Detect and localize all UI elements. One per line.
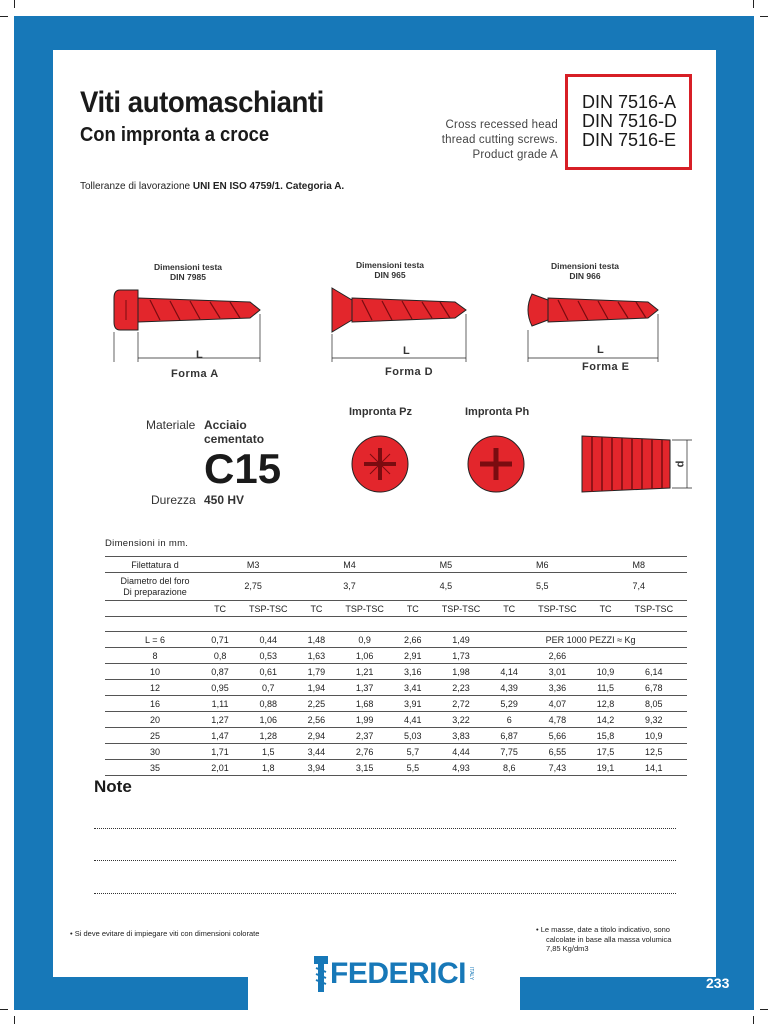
head-din: DIN 7985	[170, 272, 206, 282]
head-dimension-title: Dimensioni testa	[355, 260, 425, 270]
length-cell: 12	[105, 680, 205, 696]
mass-cell: 1,11	[205, 696, 235, 712]
thread-size: M8	[591, 557, 688, 573]
mass-cell: 11,5	[591, 680, 621, 696]
hole-label-line: Diametro del foro	[120, 575, 190, 586]
mass-cell: 0,71	[205, 632, 235, 648]
head-type: TSP-TSC	[235, 601, 301, 617]
mass-cell: 19,1	[591, 760, 621, 776]
table-row	[105, 664, 687, 680]
head-din: DIN 965	[374, 270, 406, 280]
note-line[interactable]	[94, 828, 676, 829]
forma-a-label: Forma A	[171, 368, 219, 380]
mass-cell: 0,53	[235, 648, 301, 664]
mass-cell: 14,2	[591, 712, 621, 728]
head-type: TSP-TSC	[332, 601, 398, 617]
mass-cell: 1,73	[428, 648, 494, 664]
footnote-right	[536, 925, 671, 954]
tolerances-standard: UNI EN ISO 4759/1. Categoria A.	[192, 181, 345, 192]
mass-cell: 3,22	[428, 712, 494, 728]
crop-mark	[753, 1016, 754, 1024]
mass-cell: 6,78	[621, 680, 687, 696]
crop-mark	[14, 1016, 15, 1024]
head-type: TSP-TSC	[621, 601, 687, 617]
material-value-line: Acciaio	[204, 418, 247, 432]
table-row	[105, 680, 687, 696]
mass-cell: 1,98	[428, 664, 494, 680]
mass-cell: 1,48	[301, 632, 331, 648]
mass-cell: 1,68	[332, 696, 398, 712]
steel-grade: C15	[204, 445, 282, 492]
mass-cell: 1,21	[332, 664, 398, 680]
mass-cell: 17,5	[591, 744, 621, 760]
head-type: TSP-TSC	[524, 601, 590, 617]
mass-cell: 0,8	[205, 648, 235, 664]
mass-cell: 0,87	[205, 664, 235, 680]
mass-cell: 12,8	[591, 696, 621, 712]
mass-cell: 4,44	[428, 744, 494, 760]
recess-drawings	[350, 430, 700, 500]
mass-cell: 2,66	[524, 648, 590, 664]
mass-cell: 1,06	[332, 648, 398, 664]
hole-diameter: 3,7	[301, 573, 397, 601]
phillips-recess-icon	[468, 436, 524, 492]
hardness-value: 450 HV	[204, 493, 245, 507]
crop-mark	[760, 1009, 768, 1010]
mass-cell: 2,01	[205, 760, 235, 776]
length-label: L	[597, 344, 605, 356]
mass-cell: 8,6	[494, 760, 524, 776]
length-cell: 16	[105, 696, 205, 712]
mass-cell: 8,05	[621, 696, 687, 712]
dimensions-table	[105, 556, 687, 776]
diameter-label: d	[674, 460, 687, 468]
mass-cell: 1,8	[235, 760, 301, 776]
note-line[interactable]	[94, 893, 676, 894]
crop-mark	[0, 16, 8, 17]
mass-cell: 0,95	[205, 680, 235, 696]
mass-cell: 2,56	[301, 712, 331, 728]
thread-size: M4	[301, 557, 397, 573]
mass-cell: 12,5	[621, 744, 687, 760]
head-type: TC	[591, 601, 621, 617]
mass-cell: 10,9	[591, 664, 621, 680]
mass-cell: 1,71	[205, 744, 235, 760]
screw-forma-e	[528, 294, 658, 362]
thread-label: Filettatura d	[105, 557, 205, 573]
hole-row	[105, 573, 687, 601]
mass-cell: 7,43	[524, 760, 590, 776]
length-cell: 20	[105, 712, 205, 728]
thread-size: M3	[205, 557, 301, 573]
footnote-right-line: • Le masse, date a titolo indicativo, sono	[536, 925, 670, 934]
crop-mark	[0, 1009, 8, 1010]
mass-cell	[494, 648, 524, 664]
mass-cell: 2,37	[332, 728, 398, 744]
head-din: DIN 966	[569, 271, 601, 281]
thread-size: M5	[398, 557, 494, 573]
footnote-left-text: Si deve evitare di impiegare viti con dimensioni colorate	[74, 929, 260, 938]
table-row	[105, 712, 687, 728]
tolerances-prefix: Tolleranze di lavorazione	[80, 181, 193, 192]
table-row	[105, 648, 687, 664]
mass-cell: 6,14	[621, 664, 687, 680]
mass-cell: 3,36	[524, 680, 590, 696]
mass-cell: 1,94	[301, 680, 331, 696]
mass-cell: 1,99	[332, 712, 398, 728]
mass-cell: 14,1	[621, 760, 687, 776]
length-cell: 10	[105, 664, 205, 680]
head-dimension-label	[345, 260, 435, 280]
mass-cell: 1,47	[205, 728, 235, 744]
en-desc-line: Product grade A	[472, 149, 558, 161]
page-subtitle: Con impronta a croce	[80, 124, 270, 146]
material-label: Materiale	[146, 418, 196, 432]
hole-diameter: 7,4	[591, 573, 688, 601]
mass-cell: 6,55	[524, 744, 590, 760]
head-type: TC	[494, 601, 524, 617]
material-value-line: cementato	[204, 432, 265, 446]
din-standard: DIN 7516-D	[582, 111, 678, 131]
footnote-left: • Si deve evitare di impiegare viti con dimensioni colorate	[70, 929, 260, 938]
impronta-pz-label: Impronta Pz	[349, 406, 412, 418]
mass-cell: 3,44	[301, 744, 331, 760]
mass-cell: 5,5	[398, 760, 428, 776]
screw-forma-a	[114, 290, 260, 362]
mass-cell: 4,41	[398, 712, 428, 728]
spacer-row	[105, 617, 687, 632]
head-type: TC	[205, 601, 235, 617]
table-row	[105, 696, 687, 712]
head-type-row	[105, 601, 687, 617]
mass-cell: 6,87	[494, 728, 524, 744]
mass-cell: 1,27	[205, 712, 235, 728]
mass-cell: 1,5	[235, 744, 301, 760]
head-dimension-title: Dimensioni testa	[153, 262, 223, 272]
mass-cell	[621, 648, 687, 664]
mass-cell: 0,44	[235, 632, 301, 648]
crop-mark	[753, 0, 754, 8]
mass-cell: 1,49	[428, 632, 494, 648]
table-row	[105, 728, 687, 744]
mass-unit-note: PER 1000 PEZZI ≈ Kg	[494, 632, 687, 648]
hole-label-line: Di preparazione	[123, 586, 187, 597]
mass-cell: 2,66	[398, 632, 428, 648]
footnote-right-text: Le masse, date a titolo indicativo, sono	[540, 925, 670, 934]
mass-cell: 5,7	[398, 744, 428, 760]
mass-cell: 0,88	[235, 696, 301, 712]
mass-cell: 3,16	[398, 664, 428, 680]
mass-rows	[105, 632, 687, 776]
hardness-label: Durezza	[151, 493, 196, 507]
mass-cell: 9,32	[621, 712, 687, 728]
footnote-right-line	[536, 935, 671, 945]
length-cell: 8	[105, 648, 205, 664]
mass-cell: 1,79	[301, 664, 331, 680]
mass-cell: 3,94	[301, 760, 331, 776]
mass-cell: 2,25	[301, 696, 331, 712]
mass-cell: 4,07	[524, 696, 590, 712]
mass-cell: 0,9	[332, 632, 398, 648]
page-title: Viti automaschianti	[80, 86, 324, 119]
head-dimension-title: Dimensioni testa	[550, 261, 620, 271]
screw-forma-d	[332, 288, 466, 362]
crop-mark	[760, 16, 768, 17]
length-cell: L = 6	[105, 632, 205, 648]
mass-cell: 1,37	[332, 680, 398, 696]
table-row	[105, 632, 687, 648]
mass-cell: 7,75	[494, 744, 524, 760]
din-standard: DIN 7516-E	[582, 130, 677, 150]
material-value	[204, 418, 264, 446]
table-row	[105, 744, 687, 760]
impronta-ph-label: Impronta Ph	[465, 406, 530, 418]
thread-row	[105, 557, 687, 573]
hole-diameter: 4,5	[398, 573, 494, 601]
dimensions-title: Dimensioni in mm.	[105, 538, 189, 549]
mass-cell	[591, 648, 621, 664]
length-cell: 30	[105, 744, 205, 760]
din-standards-box	[565, 74, 692, 170]
empty-cell	[105, 601, 205, 617]
length-cell: 25	[105, 728, 205, 744]
head-type: TC	[301, 601, 331, 617]
mass-cell: 3,41	[398, 680, 428, 696]
head-type: TC	[398, 601, 428, 617]
mass-cell: 1,28	[235, 728, 301, 744]
length-label: L	[403, 345, 411, 357]
tolerances-line	[80, 181, 344, 192]
mass-cell: 4,78	[524, 712, 590, 728]
crop-mark	[14, 0, 15, 8]
mass-cell: 6	[494, 712, 524, 728]
hole-diameter: 2,75	[205, 573, 301, 601]
brand-sub: ITALY	[468, 967, 475, 981]
brand-name: FEDERICI	[330, 957, 467, 990]
mass-cell: 5,66	[524, 728, 590, 744]
mass-cell: 3,83	[428, 728, 494, 744]
footnote-right-line	[536, 944, 671, 954]
mass-cell: 0,61	[235, 664, 301, 680]
length-label: L	[196, 349, 204, 361]
note-title: Note	[94, 777, 132, 796]
federici-logo	[312, 954, 474, 994]
mass-cell: 2,76	[332, 744, 398, 760]
spacer-cell	[105, 617, 687, 632]
forma-e-label: Forma E	[582, 361, 630, 373]
head-type: TSP-TSC	[428, 601, 494, 617]
mass-cell: 5,03	[398, 728, 428, 744]
forma-d-label: Forma D	[385, 366, 434, 378]
mass-cell: 4,14	[494, 664, 524, 680]
head-dimension-label	[143, 262, 233, 282]
note-line[interactable]	[94, 860, 676, 861]
mass-cell: 2,94	[301, 728, 331, 744]
screw-logo-icon	[312, 954, 330, 994]
length-cell: 35	[105, 760, 205, 776]
mass-cell: 2,72	[428, 696, 494, 712]
footnote-right-text: calcolate in base alla massa volumica	[546, 934, 672, 944]
mass-cell: 2,23	[428, 680, 494, 696]
hole-diameter: 5,5	[494, 573, 590, 601]
din-standard: DIN 7516-A	[582, 92, 677, 112]
mass-cell: 4,93	[428, 760, 494, 776]
thread-size: M6	[494, 557, 590, 573]
mass-cell: 2,91	[398, 648, 428, 664]
en-desc-line: thread cutting screws.	[441, 134, 558, 146]
mass-cell: 0,7	[235, 680, 301, 696]
mass-cell: 10,9	[621, 728, 687, 744]
english-description	[442, 118, 558, 163]
mass-cell: 15,8	[591, 728, 621, 744]
mass-cell: 4,39	[494, 680, 524, 696]
mass-cell: 5,29	[494, 696, 524, 712]
head-dimension-label	[540, 261, 630, 281]
page-number: 233	[706, 975, 730, 991]
mass-cell: 1,63	[301, 648, 331, 664]
en-desc-line: Cross recessed head	[445, 119, 558, 131]
pozidriv-recess-icon	[352, 436, 408, 492]
mass-cell: 1,06	[235, 712, 301, 728]
mass-cell: 3,91	[398, 696, 428, 712]
mass-cell: 3,01	[524, 664, 590, 680]
hole-label	[105, 573, 205, 601]
table-row	[105, 760, 687, 776]
mass-cell: 3,15	[332, 760, 398, 776]
footnote-right-text: 7,85 Kg/dm3	[546, 944, 589, 953]
